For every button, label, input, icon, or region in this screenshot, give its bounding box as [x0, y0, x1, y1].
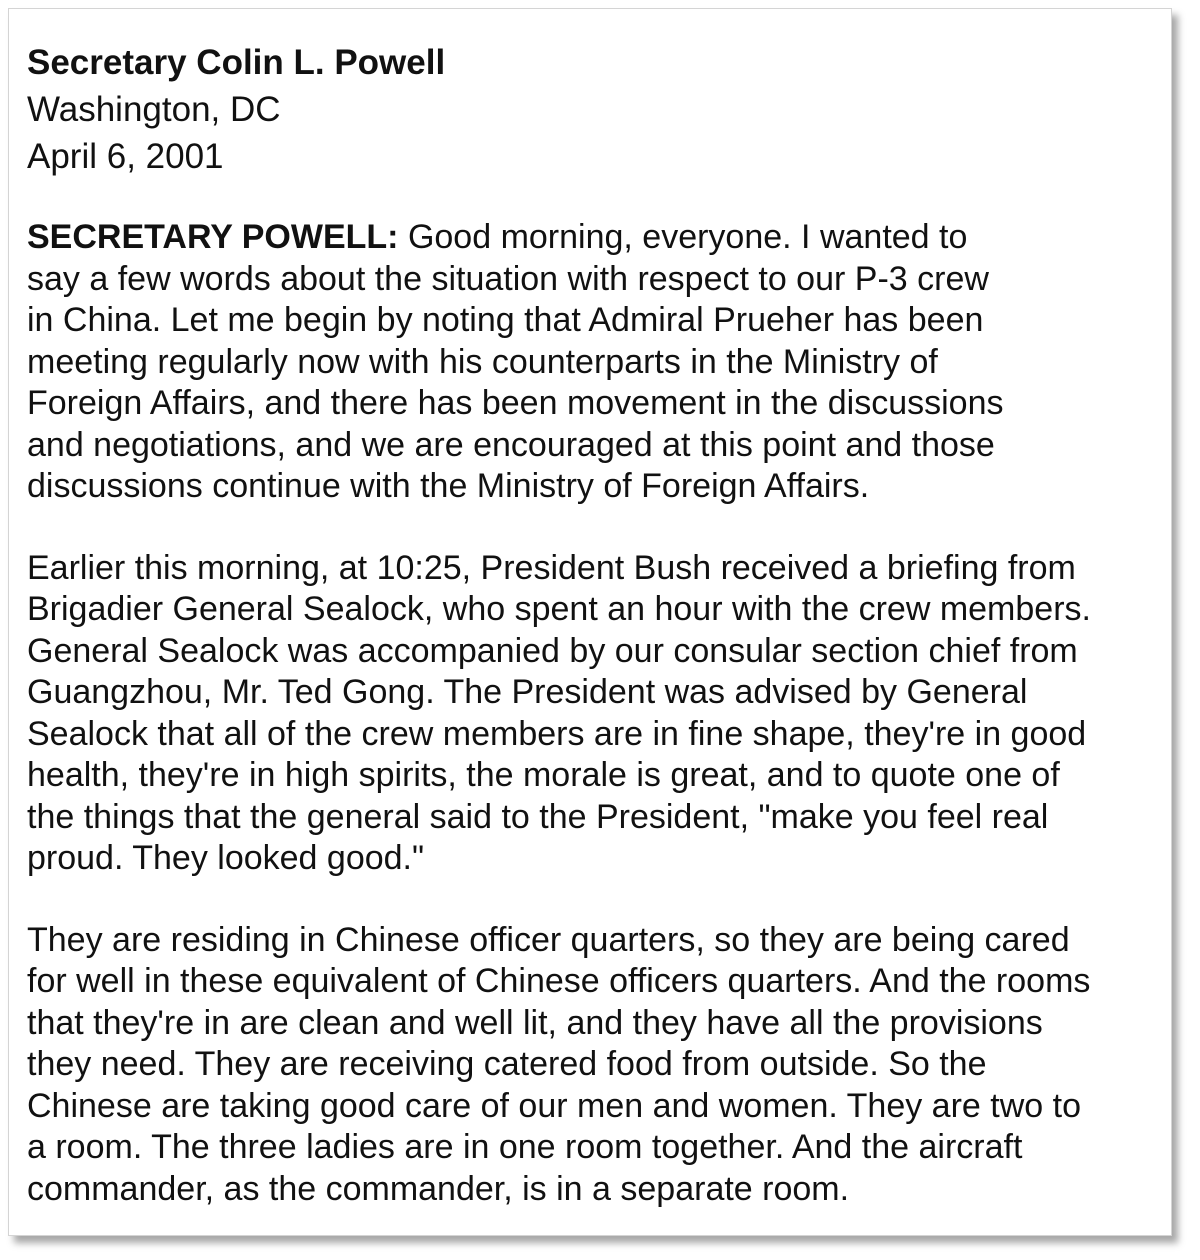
location: Washington, DC [27, 90, 281, 129]
document-page [8, 8, 1172, 1236]
paragraph-line: Brigadier General Sealock, who spent an hour with the crew members. [27, 590, 1091, 628]
paragraph-line: Chinese are taking good care of our men and women. They are two to [27, 1086, 1081, 1125]
paragraph-line: commander, as the commander, is in a separate room. [27, 1169, 850, 1208]
paragraph-line: and negotiations, and we are encouraged at this point and those [27, 425, 995, 464]
paragraph-line: say a few words about the situation with respect to our P-3 crew [27, 259, 989, 298]
paragraph-line: General Sealock was accompanied by our consular section chief from [27, 631, 1078, 670]
paragraph-line: the things that the general said to the President, "make you feel real [27, 797, 1049, 836]
paragraph-line: Earlier this morning, at 10:25, President Bush received a briefing from [27, 548, 1076, 587]
document-content [27, 39, 1167, 1210]
paragraph-line: Sealock that all of the crew members are in fine shape, they're in good [27, 714, 1087, 753]
paragraph-3 [27, 920, 1167, 1211]
paragraph-line: they need. They are receiving catered food from outside. So the [27, 1045, 987, 1083]
paragraph-1 [27, 217, 1167, 508]
paragraph-line: meeting regularly now with his counterparts in the Ministry of [27, 342, 938, 381]
paragraph-line: that they're in are clean and well lit, and they have all the provisions [27, 1003, 1043, 1042]
speaker-name: Secretary Colin L. Powell [27, 43, 446, 82]
paragraph-line: They are residing in Chinese officer quarters, so they are being cared [27, 920, 1070, 959]
paragraph-line: health, they're in high spirits, the morale is great, and to quote one of [27, 756, 1060, 794]
paragraph-line [27, 217, 1167, 259]
paragraph-line: Foreign Affairs, and there has been movement in the discussions [27, 384, 1004, 422]
paragraph-line: for well in these equivalent of Chinese officers quarters. And the rooms [27, 962, 1091, 1000]
date: April 6, 2001 [27, 137, 224, 176]
paragraph-line: Guangzhou, Mr. Ted Gong. The President was advised by General [27, 673, 1028, 711]
paragraph-2 [27, 548, 1167, 880]
paragraph-line-text: Good morning, everyone. I wanted to [398, 218, 968, 256]
paragraph-line: proud. They looked good." [27, 839, 425, 877]
paragraph-line: a room. The three ladies are in one room together. And the aircraft [27, 1128, 1023, 1166]
speaker-label: SECRETARY POWELL: [27, 218, 399, 256]
paragraph-line: in China. Let me begin by noting that Admiral Prueher has been [27, 301, 984, 339]
paragraph-line: discussions continue with the Ministry of Foreign Affairs. [27, 467, 870, 505]
